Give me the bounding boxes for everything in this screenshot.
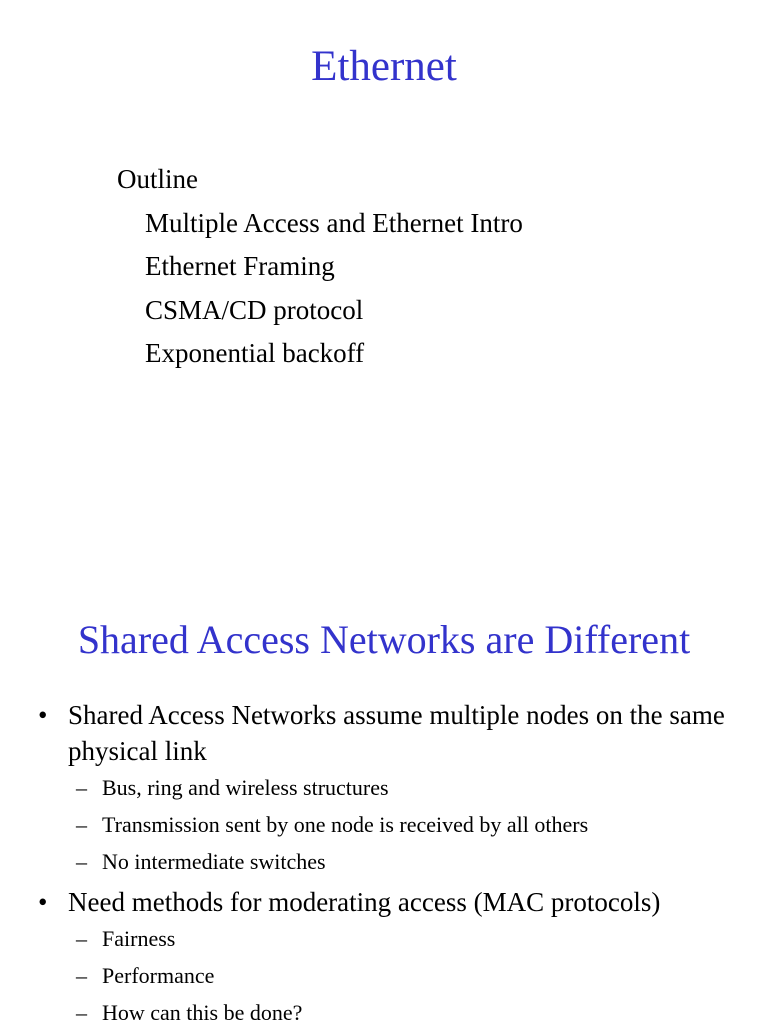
slide-1-title: Ethernet xyxy=(311,43,457,90)
outline-heading: Outline xyxy=(117,164,198,194)
outline-item: Exponential backoff xyxy=(145,338,365,368)
sub-bullet-item xyxy=(38,806,753,843)
bullet-text: Shared Access Networks assume multiple nodes on the same physical link xyxy=(68,700,725,766)
sub-bullet-item xyxy=(38,957,753,994)
slide-2-title: Shared Access Networks are Different xyxy=(77,617,691,662)
bullet-text: Need methods for moderating access (MAC protocols) xyxy=(68,887,661,917)
bullet-item xyxy=(38,884,753,920)
outline-item: Ethernet Framing xyxy=(145,251,335,281)
sub-bullet-item xyxy=(38,769,753,806)
sub-bullet-list xyxy=(38,920,753,1024)
sub-bullet-text: No intermediate switches xyxy=(102,849,326,874)
sub-bullet-marker: – xyxy=(76,926,87,951)
sub-bullet-text: How can this be done? xyxy=(102,1000,303,1024)
sub-bullet-text: Performance xyxy=(102,963,215,988)
sub-bullet-marker: – xyxy=(76,812,87,837)
sub-bullet-marker: – xyxy=(76,849,87,874)
sub-bullet-item xyxy=(38,843,753,880)
sub-bullet-text: Transmission sent by one node is received by all others xyxy=(102,812,589,837)
sub-bullet-item xyxy=(38,920,753,957)
bullet-list xyxy=(38,697,753,1024)
outline-block xyxy=(117,158,523,376)
bullet-item xyxy=(38,697,753,769)
bullet-marker: • xyxy=(38,887,48,917)
outline-item: CSMA/CD protocol xyxy=(145,294,364,325)
sub-bullet-marker: – xyxy=(76,963,87,988)
outline-item: Multiple Access and Ethernet Intro xyxy=(145,207,523,238)
sub-bullet-text: Fairness xyxy=(102,926,176,951)
sub-bullet-item xyxy=(38,994,753,1024)
sub-bullet-marker: – xyxy=(76,775,87,800)
sub-bullet-list xyxy=(38,769,753,880)
sub-bullet-text: Bus, ring and wireless structures xyxy=(102,775,389,800)
sub-bullet-marker: – xyxy=(76,1000,87,1024)
bullet-marker: • xyxy=(38,700,48,730)
